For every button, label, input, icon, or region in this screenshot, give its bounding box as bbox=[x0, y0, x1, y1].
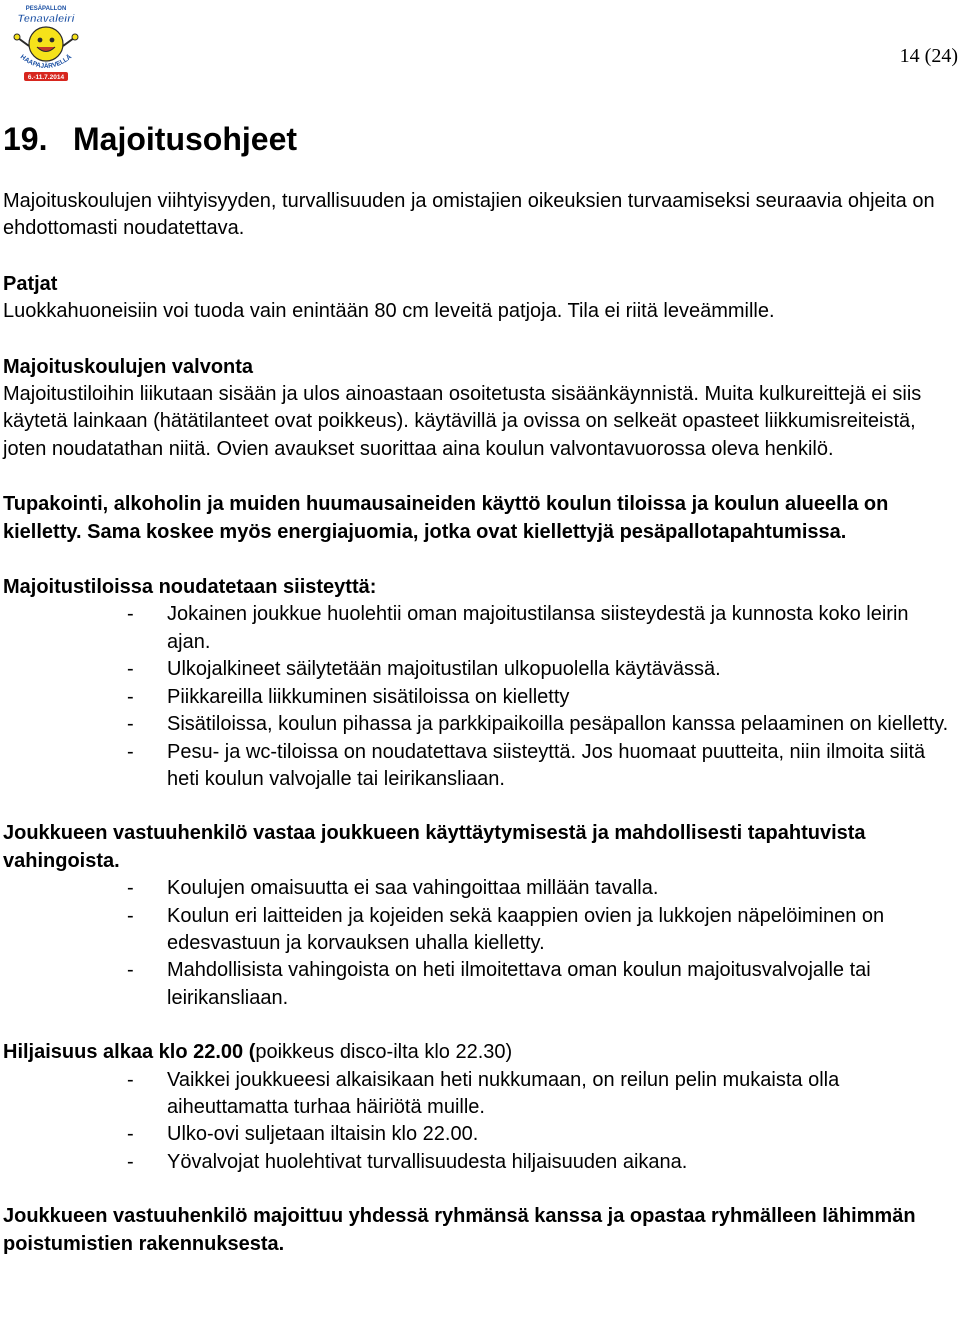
logo-place-text: HAAPAJÄRVELLÄ bbox=[18, 53, 74, 71]
list-item: - Jokainen joukkue huolehtii oman majoitustilansa siisteydestä ja kunnosta koko leirin ajan. bbox=[127, 603, 909, 653]
list-dash: - bbox=[127, 740, 134, 763]
patjat-text: Luokkahuoneisiin voi tuoda vain enintään 80 cm leveitä patjoja. Tila ei riitä leveämmille. bbox=[3, 300, 775, 323]
majoittuu-paragraph: Joukkueen vastuuhenkilö majoittuu yhdessä ryhmänsä kanssa ja opastaa ryhmälleen lähimmän poistumistien rakennuksesta. bbox=[3, 1205, 916, 1255]
logo-brand-text: Tenavaleiri bbox=[17, 13, 75, 25]
hiljaisuus-list bbox=[3, 1067, 953, 1177]
section-title: Majoitusohjeet bbox=[73, 121, 298, 157]
logo-top-text: PESÄPALLON bbox=[25, 6, 67, 12]
section-number: 19. bbox=[3, 121, 48, 157]
list-item: - Yövalvojat huolehtivat turvallisuudesta hiljaisuuden aikana. bbox=[167, 1149, 953, 1176]
list-item: - Vaikkei joukkueesi alkaisikaan heti nukkumaan, on reilun pelin mukaista olla aiheuttamatta turhaa häiriötä muille. bbox=[127, 1068, 840, 1118]
patjat-heading: Patjat bbox=[3, 272, 58, 295]
list-dash: - bbox=[127, 1068, 134, 1091]
list-item: - Ulko-ovi suljetaan iltaisin klo 22.00. bbox=[167, 1121, 953, 1148]
tupakointi-paragraph: Tupakointi, alkoholin ja muiden huumausaineiden käyttö koulun tiloissa ja koulun alueella on kielletty. Sama koskee myös energiajuomia, jotka ovat kiellettyjä pesäpallotapahtumissa. bbox=[3, 493, 889, 543]
document-body bbox=[3, 188, 953, 1258]
list-item: - Koulujen omaisuutta ei saa vahingoittaa millään tavalla. bbox=[167, 875, 953, 902]
vastuu-heading: Joukkueen vastuuhenkilö vastaa joukkueen käyttäytymisestä ja mahdollisesti tapahtuvista vahingoista. bbox=[3, 822, 866, 872]
list-item: - Sisätiloissa, koulun pihassa ja parkkipaikoilla pesäpallon kanssa pelaaminen on kielletty. bbox=[167, 711, 953, 738]
page-number: 14 (24) bbox=[899, 45, 958, 67]
list-item: - Mahdollisista vahingoista on heti ilmoitettava oman koulun majoitusvalvojalle tai leirikansliaan. bbox=[127, 959, 871, 1009]
logo-date-text: 6.-11.7.2014 bbox=[27, 74, 65, 81]
vastuu-list bbox=[3, 875, 953, 1012]
valvonta-text: Majoitustiloihin liikutaan sisään ja ulos ainoastaan osoitetusta sisäänkäynnistä. Muita kulkureittejä ei siis käytetä lainkaan (hätätilanteet ovat poikkeus). käytävillä ja ovissa on selkeät opasteet liikkumisreiteistä, joten noudatathan niitä. Ovien avaukset suorittaa aina koulun valvontavuorossa oleva henkilö. bbox=[3, 383, 922, 460]
hiljaisuus-heading: Hiljaisuus alkaa klo 22.00 (poikkeus disco-ilta klo 22.30) bbox=[3, 1041, 513, 1064]
list-dash: - bbox=[127, 877, 134, 900]
siisteys-list bbox=[3, 601, 953, 793]
list-dash: - bbox=[127, 904, 134, 927]
list-item: - Pesu- ja wc-tiloissa on noudatettava siisteyttä. Jos huomaat puutteita, niin ilmoita siitä heti koulun valvojalle tai leirikansliaan. bbox=[127, 740, 926, 790]
valvonta-heading: Majoituskoulujen valvonta bbox=[3, 355, 254, 378]
event-logo bbox=[4, 2, 88, 82]
list-dash: - bbox=[127, 1150, 134, 1173]
list-dash: - bbox=[127, 685, 134, 708]
list-dash: - bbox=[127, 713, 134, 736]
intro-paragraph: Majoituskoulujen viihtyisyyden, turvallisuuden ja omistajien oikeuksien turvaamiseksi seuraavia ohjeita on ehdottomasti noudatettava. bbox=[3, 190, 935, 240]
list-dash: - bbox=[127, 959, 134, 982]
list-item: - Koulun eri laitteiden ja kojeiden sekä kaappien ovien ja lukkojen näpelöiminen on edesvastuun ja korvauksen uhalla kielletty. bbox=[127, 904, 885, 954]
list-item: - Ulkojalkineet säilytetään majoitustilan ulkopuolella käytävässä. bbox=[167, 656, 953, 683]
list-item: - Piikkareilla liikkuminen sisätiloissa on kielletty bbox=[167, 684, 953, 711]
siisteys-heading: Majoitustiloissa noudatetaan siisteyttä: bbox=[3, 576, 377, 599]
list-dash: - bbox=[127, 1123, 134, 1146]
list-dash: - bbox=[127, 658, 134, 681]
page-title bbox=[3, 120, 297, 158]
list-dash: - bbox=[127, 603, 134, 626]
